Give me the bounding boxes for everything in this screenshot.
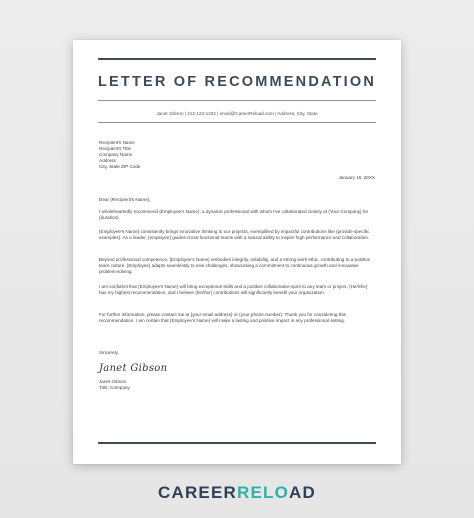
recipient-address: Address [99, 158, 116, 164]
recipient-name: Recipient's Name [99, 140, 135, 145]
letter-page [73, 40, 401, 464]
recipient-city: City, State ZIP Code [99, 164, 141, 170]
logo-part-career: CAREER [157, 483, 237, 502]
contact-line: Janet Gibson | 212-123-1234 | email@CareerReload.com | Address, City, State [156, 111, 318, 116]
paragraph-5: For further information, please contact me at {your email address} or {your phone number}. Thank you for considering this recommendation. I am certain that {Employee's Name} will make a lasting and positive impact in any professional setting. [99, 312, 346, 324]
paragraph-4: I am confident that {Employee's Name} will bring exceptional skills and a positive collaborative spirit to any team or project. {He/She} has my highest recommendation, and I believe {his/her} contributions will significantly benefit your organization. [99, 284, 368, 296]
signer-title: Title, Company [99, 385, 130, 391]
letter-title: LETTER OF RECOMMENDATION [97, 74, 377, 90]
bottom-rule [98, 442, 376, 444]
handwritten-signature: Janet Gibson [99, 363, 168, 374]
careerreload-logo [0, 483, 474, 503]
salutation: Dear {Recipient's Name}, [99, 197, 151, 202]
top-rule [98, 58, 376, 60]
closing: Sincerely, [99, 350, 119, 355]
recipient-block [99, 140, 375, 170]
logo-part-ad: AD [289, 483, 316, 502]
contact-top-rule [98, 100, 376, 101]
signer-block [99, 379, 375, 391]
recipient-company: Company Name [99, 152, 133, 158]
contact-bottom-rule [98, 122, 376, 123]
signer-name: Janet Gibson [99, 379, 127, 384]
letter-date: January 16, 20XX [338, 175, 375, 180]
paragraph-3: Beyond professional competence, {Employee's Name} embodies integrity, reliability, and a strong work ethic, contributing to a positive team culture. {Employee} adapts seamlessly to new challenges, showcasing a commitment to continuous growth and innovative problem-solving. [99, 257, 371, 275]
paragraph-1: I wholeheartedly recommend {Employee's Name}, a dynamic professional with whom I've collaborated closely at {Your Company} for {duration}. [99, 209, 369, 221]
logo-o-icon: O [274, 483, 290, 502]
paragraph-2: {Employee's Name} consistently brings innovative thinking to our projects, exemplified by impactful contributions like {provide specific examples}. As a leader, {employee} guides cross-functional teams with a natural ability to inspire high performance and collaboration. [99, 229, 370, 241]
recipient-title: Recipient's Title [99, 146, 132, 152]
logo-part-rel: REL [236, 483, 275, 502]
